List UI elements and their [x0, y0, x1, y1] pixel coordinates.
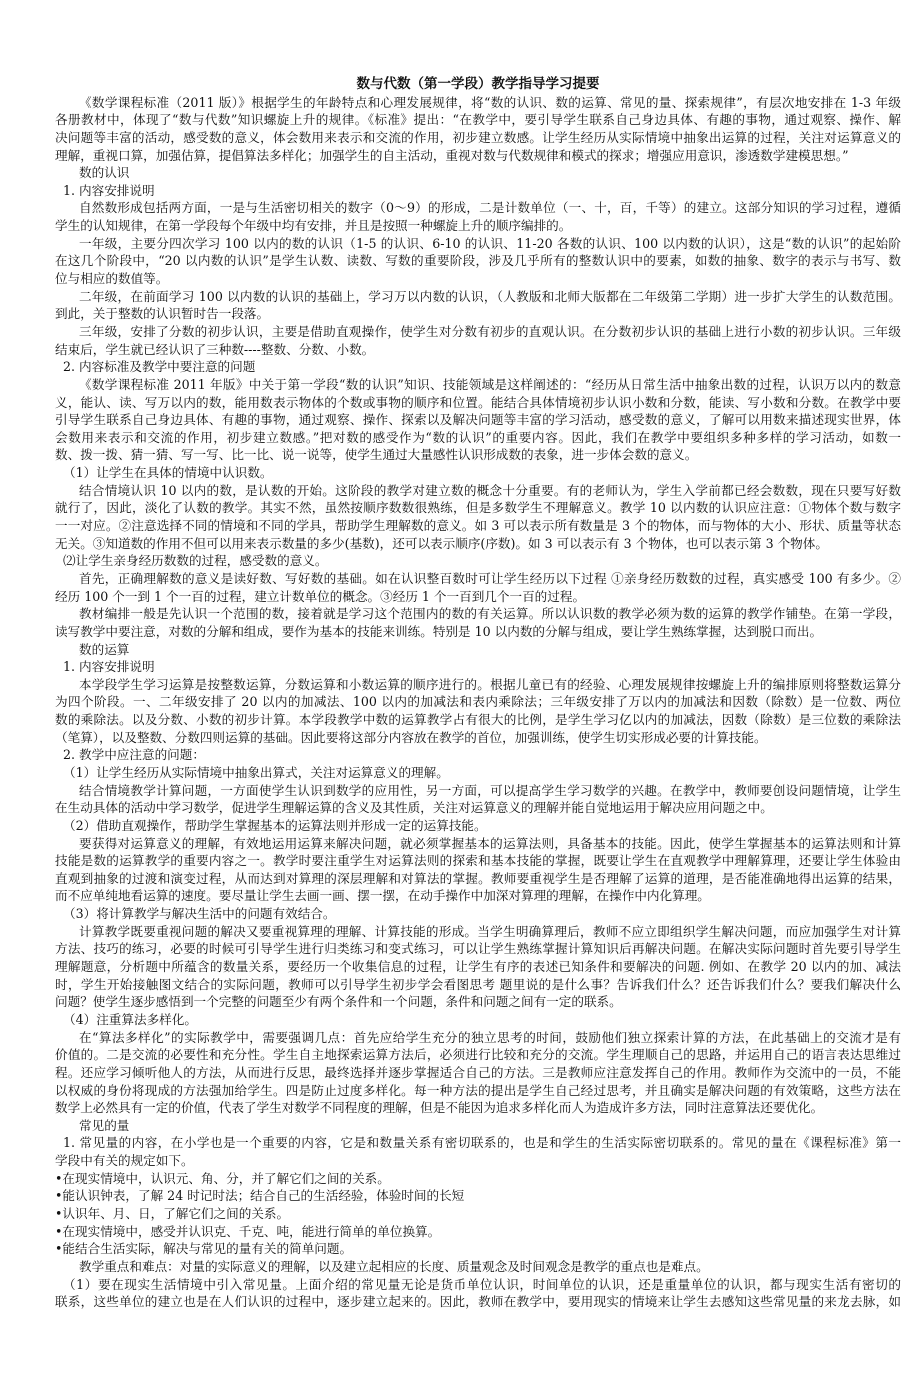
text-line: 要获得对运算意义的理解，有效地运用运算来解决问题，就必须掌握基本的运算法则，具备基本的技能。因此，使学生掌握基本的运算法则和计算	[79, 835, 901, 851]
text-line: 数、拨一拨、猜一猜、写一写、比一比、说一说等，使学生通过大量感性认识形成数的表象，进一步体会数的意义。	[55, 447, 698, 463]
text-line: 本学段学生学习运算是按整数运算，分数运算和小数运算的顺序进行的。根据儿童已有的经验、心理发展规律按螺旋上升的编排原则将整数运算分	[79, 676, 901, 692]
text-line: 程。还应学习倾听他人的方法，从而进行反思，最终选择并逐步掌握适合自己的方法。三是教师应注意发挥自己的作用。教师作为交流中的一员，不能	[55, 1064, 901, 1080]
text-line: 结合情境认识 10 以内的数，是认数的开始。这阶段的教学对建立数的概念十分重要。有的老师认为，学生入学前都已经会数数，现在只要写好数	[79, 482, 901, 498]
text-line: 结合情境教学计算问题，一方面使学生认识到数学的应用性，另一方面，可以提高学生学习数学的兴趣。在教学中，教师要创设问题情境，让学生	[79, 782, 901, 798]
document-body	[55, 94, 901, 1311]
text-line: （1）要在现实生活情境中引入常见量。上面介绍的常见量无论是货币单位认识，时间单位的认识，还是重量单位的认识，都与现实生活有密切的	[63, 1276, 901, 1292]
text-line: 直观到抽象的过渡和演变过程，从而达到对算理的深层理解和对算法的掌握。教师要重视学生是否理解了运算的道理，是否能准确地得出运算的结果，	[55, 870, 901, 886]
text-line: 决问题等丰富的活动，感受数的意义，体会数用来表示和交流的作用，初步建立数感。让学生经历从实际情境中抽象出运算的过程，关注对运算意义的	[55, 129, 901, 145]
text-line: 数的运算	[79, 641, 130, 657]
text-line: 《数学课程标准（2011 版）》根据学生的年龄特点和心理发展规律，将“数的认识、数的运算、常见的量、探索规律”，有层次地安排在 1-3 年级	[79, 94, 901, 110]
text-line: （3）将计算教学与解决生活中的问题有效结合。	[63, 906, 336, 922]
text-line: 一年级，主要分四次学习 100 以内的数的认识（1-5 的认识、6-10 的认识、11-20 各数的认识、100 以内数的认识），这是“数的认识”的起始阶	[79, 235, 901, 251]
text-line: 1. 常见量的内容，在小学也是一个重要的内容，它是和数量关系有密切联系的，也是和学生的生活实际密切联系的。常见的量在《课程标准》第一	[63, 1135, 901, 1151]
text-line: （2）借助直观操作，帮助学生掌握基本的运算法则并形成一定的运算技能。	[63, 817, 487, 833]
text-line: 计算教学既要重视问题的解决又要重视算理的理解、计算技能的形成。当学生明确算理后，教师不应立即组织学生解决问题，而应加强学生对计算	[79, 923, 901, 939]
text-line: （1）让学生在具体的情境中认识数。	[63, 465, 273, 481]
text-line: •能结合生活实际，解决与常见的量有关的简单问题。	[55, 1241, 353, 1257]
text-line: 位与相应的数值等。	[55, 271, 169, 287]
text-line: 就行了，因此，淡化了认数的教学。其实不然，虽然按顺序数数很熟练，但是多数学生不理解意义。教学 10 以内数的认识应注意：①物体个数与数字	[55, 500, 901, 516]
text-line: （笔算），以及整数、分数四则运算的基础。因此要将这部分内容放在教学的首位，加强训练，使学生切实形成必要的计算技能。	[55, 729, 767, 745]
text-line: 会数用来表示和交流的作用，初步建立数感。”把对数的感受作为“数的认识”的重要内容。因此，我们在教学中要组织多种多样的学习活动，如数一	[55, 429, 901, 445]
text-line: 常见的量	[79, 1117, 130, 1133]
text-line: ⑵让学生亲身经历数数的过程，感受数的意义。	[63, 553, 328, 569]
text-line: 数的乘除法。以及分数、小数的初步计算。本学段教学中数的运算教学占有很大的比例，是学生学习亿以内的加减法，因数（除数）是三位数的乘除法	[55, 712, 901, 728]
text-line: 学生的认知规律，在第一学段每个年级中均有安排，并且是按照一种螺旋上升的顺序编排的。	[55, 218, 572, 234]
text-line: 1. 内容安排说明	[63, 182, 155, 198]
document-page	[55, 76, 901, 1311]
document-title: 数与代数（第一学段）教学指导学习提要	[356, 76, 600, 92]
text-line: •在现实情境中，认识元、角、分，并了解它们之间的关系。	[55, 1170, 390, 1186]
text-line: 三年级，安排了分数的初步认识，主要是借助直观操作，使学生对分数有初步的直观认识。在分数初步认识的基础上进行小数的初步认识。三年级	[79, 323, 901, 339]
text-line: （1）让学生经历从实际情境中抽象出算式，关注对运算意义的理解。	[63, 764, 449, 780]
text-line: 到此，关于整数的认识暂时告一段落。	[55, 306, 270, 322]
text-line: 以权威的身份将现成的方法强加给学生。四是防止过度多样化。每一种方法的提出是学生自己经过思考，并且确实是解决问题的有效策略，这些方法在	[55, 1082, 901, 1098]
text-line: 数学上必然具有一定的价值，代表了学生对数学不同程度的理解，但是不能因为追求多样化而人为造成许多方法，同时注意算法还要优化。	[55, 1100, 824, 1116]
text-line: 教材编排一般是先认识一个范围的数，接着就是学习这个范围内的数的有关运算。所以认识数的教学必须为数的运算的教学作铺垫。在第一学段，	[79, 606, 901, 622]
text-line: 《数学课程标准 2011 年版》中关于第一学段“数的认识”知识、技能领域是这样阐述的：“经历从日常生活中抽象出数的过程，认识万以内的数意	[79, 376, 901, 392]
text-line: 在“算法多样化”的实际教学中，需要强调几点：首先应给学生充分的独立思考的时间，鼓励他们独立探索计算的方法，在此基础上的交流才是有	[79, 1029, 901, 1045]
text-line: 二年级，在前面学习 100 以内数的认识的基础上，学习万以内数的认识，（人教版和北师大版都在二年级第二学期）进一步扩大学生的认数范围。	[79, 288, 901, 304]
text-line: 技能是数的运算教学的重要内容之一。教学时要注重学生对运算法则的探索和基本技能的掌握，既要让学生在直观教学中理解算理，还要让学生体验由	[55, 853, 901, 869]
text-line: 数的认识	[79, 165, 130, 181]
text-line: 经历 100 个一到 1 个一百的过程，建立计数单位的概念。③经历 1 个一百到几个一百的过程。	[55, 588, 586, 604]
text-line: 自然数形成包括两方面，一是与生活密切相关的数字（0～9）的形成，二是计数单位（一、十，百，千等）的建立。这部分知识的学习过程，遵循	[79, 200, 901, 216]
text-line: 引导学生联系自己身边具体、有趣的事物，通过观察、操作、探索以及解决问题等丰富的学习活动，感受数的意义，了解可以用数来描述现实世界，体	[55, 412, 901, 428]
text-line: 结束后，学生就已经认识了三种数----整数、分数、小数。	[55, 341, 375, 357]
text-line: 问题？使学生逐步感悟到一个完整的问题至少有两个条件和一个问题，条件和问题之间有一定的联系。	[55, 994, 622, 1010]
text-line: 2. 教学中应注意的问题：	[63, 747, 205, 763]
text-line: •认识年、月、日，了解它们之间的关系。	[55, 1206, 290, 1221]
text-line: 读写教学中要注意，对数的分解和组成，要作为基本的技能来训练。特别是 10 以内数的分解与组成，要让学生熟练掌握，达到脱口而出。	[55, 623, 823, 639]
text-line: 而不应单纯地看运算的速度。要尽量让学生去画一画、摆一摆，在动手操作中加深对算理的理解，在操作中内化算理。	[55, 888, 710, 904]
text-line: 1. 内容安排说明	[63, 659, 155, 675]
text-line: 价值的。二是交流的必要性和充分性。学生自主地探索运算方法后，必须进行比较和充分的交流。学生理顺自己的思路，并运用自己的语言表达思维过	[55, 1047, 901, 1063]
text-line: 在这几个阶段中，“20 以内数的认识”是学生认数、读数、写数的重要阶段，涉及几乎所有的整数认识中的要素，如数的抽象、数字的表示与书写、数	[55, 253, 901, 269]
text-line: 一一对应。②注意选择不同的情境和不同的学具，帮助学生理解数的意义。如 3 可以表示所有数量是 3 个的物体，而与物体的大小、形状、质量等状态	[55, 518, 901, 534]
text-line: 方法、技巧的练习，必要的时候可引导学生进行归类练习和变式练习，可以让学生熟练掌握计算知识后再解决问题。在解决实际问题时首先要引导学生	[55, 941, 901, 957]
text-line: （4）注重算法多样化。	[63, 1011, 197, 1027]
text-line: •能认识钟表，了解 24 时记时法；结合自己的生活经验，体验时间的长短	[55, 1188, 465, 1204]
text-line: 无关。③知道数的作用不但可以用来表示数量的多少(基数)，还可以表示顺序(序数)。如 3 可以表示有 3 个物体，也可以表示第 3 个物体。	[55, 535, 828, 551]
text-line: 教学重点和难点：对量的实际意义的理解，以及建立起相应的长度、质量观念及时间观念是教学的重点也是难点。	[79, 1258, 709, 1274]
text-line: 联系，这些单位的建立也是在人们认识的过程中，逐步建立起来的。因此，教师在教学中，要用现实的情境来让学生去感知这些常见量的来龙去脉，如	[55, 1294, 901, 1310]
text-line: 时，学生开始接触图文结合的实际问题，教师可以引导学生初步学会看图思考 题里说的是什么事？告诉我们什么？还告诉我们什么？要我们解决什么	[55, 976, 901, 992]
text-line: 为四个阶段。一、二年级安排了 20 以内的加减法、100 以内的加减法和表内乘除法；三年级安排了万以内的加减法和因数（除数）是一位数、两位	[55, 694, 901, 710]
text-line: 理解，重视口算，加强估算，提倡算法多样化；加强学生的自主活动，重视对数与代数规律和模式的探求；增强应用意识，渗透数学建模思想。”	[55, 147, 849, 163]
text-line: •在现实情境中，感受并认识克、千克、吨，能进行简单的单位换算。	[55, 1223, 441, 1239]
text-line: 义，能认、读、写万以内的数，能用数表示物体的个数或事物的顺序和位置。能结合具体情境初步认识小数和分数，能读、写小数和分数。在教学中要	[55, 394, 901, 410]
text-line: 学段中有关的规定如下。	[55, 1153, 194, 1169]
text-line: 首先，正确理解数的意义是读好数、写好数的基础。如在认识整百数时可让学生经历以下过程 ①亲身经历数数的过程，真实感受 100 有多少。②	[79, 570, 901, 586]
text-line: 各册教材中，体现了“数与代数”知识螺旋上升的规律。《标准》提出：“在教学中，要引导学生联系自己身边具体、有趣的事物，通过观察、操作、解	[55, 112, 901, 128]
text-line: 在生动具体的活动中学习数学，促进学生理解运算的含义及其性质，关注对运算意义的理解并能自觉地运用于解决应用问题之中。	[55, 800, 773, 816]
text-line: 理解题意，分析题中所蕴含的数量关系，要经历一个收集信息的过程，让学生有序的表述已知条件和要解决的问题. 例如、在教学 20 以内的加、减法	[55, 959, 901, 975]
text-line: 2. 内容标准及教学中要注意的问题	[63, 359, 256, 375]
